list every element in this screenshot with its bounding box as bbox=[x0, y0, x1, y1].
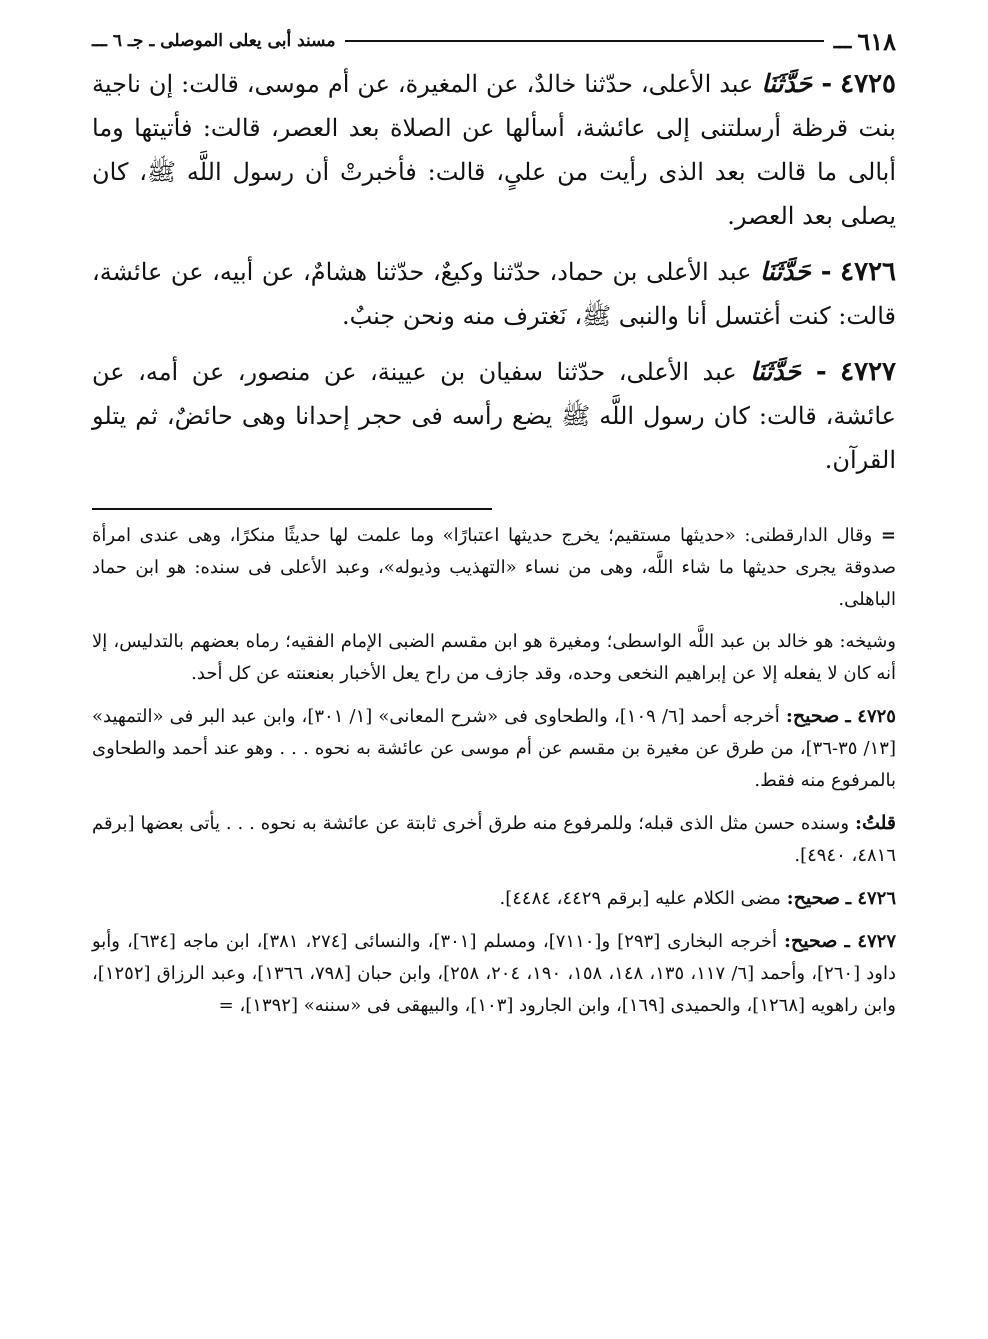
footnote-4725 bbox=[92, 700, 896, 797]
footnote-label: صحيح: bbox=[786, 887, 841, 909]
footnote-prefix: ٤٧٢٦ ـ bbox=[845, 888, 896, 909]
footnote-text: وسنده حسن مثل الذى قبله؛ وللمرفوع منه طرق أخرى ثابتة عن عائشة به نحوه . . . يأتى بعضها [برقم ٤٨١٦، ٤٩٤٠]. bbox=[92, 813, 896, 866]
footnote-paragraph bbox=[92, 626, 896, 690]
header-rule bbox=[345, 40, 823, 42]
hadith-number: ٤٧٢٦ bbox=[840, 257, 896, 287]
hadith-4725: ٤٧٢٥ - حَدَّثَنَا عبد الأعلى، حدّثنا خالدٌ، عن المغيرة، عن أم موسى، قالت: إن ناجية بنت قرظة أرسلتنى إلى عائشة، أسألها عن الصلاة بعد العصر، قالت: فأتيتها وما أبالى ما قالت بعد الذى رأيت من علىٍ، قالت: فأخبرتْ أن رسول اللَّه ﷺ، كان يصلى بعد العصر. bbox=[92, 69, 896, 230]
hadith-opening: حَدَّثَنَا bbox=[761, 69, 813, 98]
hadith-opening: حَدَّثَنَا bbox=[760, 257, 811, 286]
page-number: ٦١٨ bbox=[857, 26, 896, 56]
footnote-text: أخرجه أحمد [٦/ ١٠٩]، والطحاوى فى «شرح المعانى» [١/ ٣٠١]، وابن عبد البر فى «التمهيد» [١٣/ ٣٥-٣٦]، من طرق عن مغيرة بن مقسم عن أم موسى عن عائشة به نحوه . . . وهو عند أحمد والطحاوى بالمرفوع منه فقط. bbox=[92, 706, 896, 791]
page bbox=[92, 26, 896, 1032]
header-dash: ـــ bbox=[833, 29, 852, 53]
hadith-4727: ٤٧٢٧ - حَدَّثَنَا عبد الأعلى، حدّثنا سفيان بن عيينة، عن منصور، عن أمه، عن عائشة، قالت: كان رسول اللَّه ﷺ يضع رأسه فى حجر إحدانا وهى حائضٌ، ثم يتلو القرآن. bbox=[92, 357, 897, 474]
hadith-4726: ٤٧٢٦ - حَدَّثَنَا عبد الأعلى بن حماد، حدّثنا وكيعٌ، حدّثنا هشامٌ، عن أبيه، عن عائشة، قالت: كنت أغتسل أنا والنبى ﷺ، نَغترف منه ونحن جنبٌ. bbox=[92, 257, 896, 330]
footnote-divider bbox=[92, 508, 492, 510]
footnote-text: وقال الدارقطنى: «حديثها مستقيم؛ يخرج حديثها اعتبارًا» وما علمت لها حديثًا منكرًا، وهى عندى امرأة صدوقة يجرى حديثها ما شاء اللَّه، وهى من نساء «التهذيب وذيوله»، وعبد الأعلى فى سنده: هو ابن حماد الباهلى. bbox=[92, 525, 897, 610]
footnote-4726 bbox=[92, 882, 896, 915]
footnotes bbox=[92, 520, 896, 1022]
page-header bbox=[92, 26, 896, 56]
hadith-text: عبد الأعلى، حدّثنا خالدٌ، عن المغيرة، عن أم موسى، قالت: إن ناجية بنت قرظة أرسلتنى إلى عائشة، أسألها عن الصلاة بعد العصر، قالت: فأتيتها وما أبالى ما قالت بعد الذى رأيت من علىٍ، قالت: فأخبرتْ أن رسول اللَّه ﷺ، كان يصلى بعد العصر. bbox=[92, 70, 896, 230]
hadith-text: عبد الأعلى بن حماد، حدّثنا وكيعٌ، حدّثنا هشامٌ، عن أبيه، عن عائشة، قالت: كنت أغتسل أنا والنبى ﷺ، نَغترف منه ونحن جنبٌ. bbox=[92, 258, 896, 330]
footnote-prefix: ٤٧٢٥ ـ bbox=[845, 706, 896, 727]
running-title: مسند أبى يعلى الموصلى ـ جـ ٦ ـــ bbox=[92, 31, 336, 51]
footnote-text: مضى الكلام عليه [برقم ٤٤٢٩، ٤٤٨٤]. bbox=[499, 888, 781, 909]
footnote-prefix: ٤٧٢٧ ـ bbox=[844, 931, 896, 952]
hadith-number: ٤٧٢٥ bbox=[840, 69, 896, 99]
hadith-number: ٤٧٢٧ bbox=[840, 357, 897, 387]
footnote-prefix: = bbox=[880, 525, 896, 546]
footnote-label: صحيح: bbox=[784, 930, 838, 952]
hadith-text: عبد الأعلى، حدّثنا سفيان بن عيينة، عن منصور، عن أمه، عن عائشة، قالت: كان رسول اللَّه ﷺ يضع رأسه فى حجر إحدانا وهى حائضٌ، ثم يتلو القرآن. bbox=[92, 358, 896, 474]
footnote-text: أخرجه البخارى [٢٩٣] و[٧١١٠]، ومسلم [٣٠١]، والنسائى [٢٧٤، ٣٨١]، ابن ماجه [٦٣٤]، وأبو داود [٢٦٠]، وأحمد [٦/ ١١٧، ١٣٥، ١٤٨، ١٥٨، ١٩٠، ٢٠٤، ٢٥٨]، وابن حبان [٧٩٨، ١٣٦٦]، وعبد الرزاق [١٢٥٢]، وابن راهويه [١٢٦٨]، والحميدى [١٦٩]، وابن الجارود [١٠٣]، والبيهقى فى «سننه» [١٣٩٢]، = bbox=[92, 931, 897, 1016]
footnote-4727 bbox=[92, 925, 896, 1022]
footnote-text: وشيخه: هو خالد بن عبد اللَّه الواسطى؛ ومغيرة هو ابن مقسم الضبى الإمام الفقيه؛ رماه بعضهم بالتدليس، إلا أنه كان لا يفعله إلا عن إبراهيم النخعى وحده، وقد جازف من راح يعل الأخبار بعنعنته عن كل أحد. bbox=[92, 631, 896, 684]
footnote-comment bbox=[92, 807, 896, 872]
hadith-opening: حَدَّثَنَا bbox=[750, 357, 801, 386]
footnote-continuation bbox=[92, 520, 896, 616]
footnote-label: صحيح: bbox=[785, 705, 840, 727]
footnote-label: قلتُ: bbox=[854, 812, 896, 834]
